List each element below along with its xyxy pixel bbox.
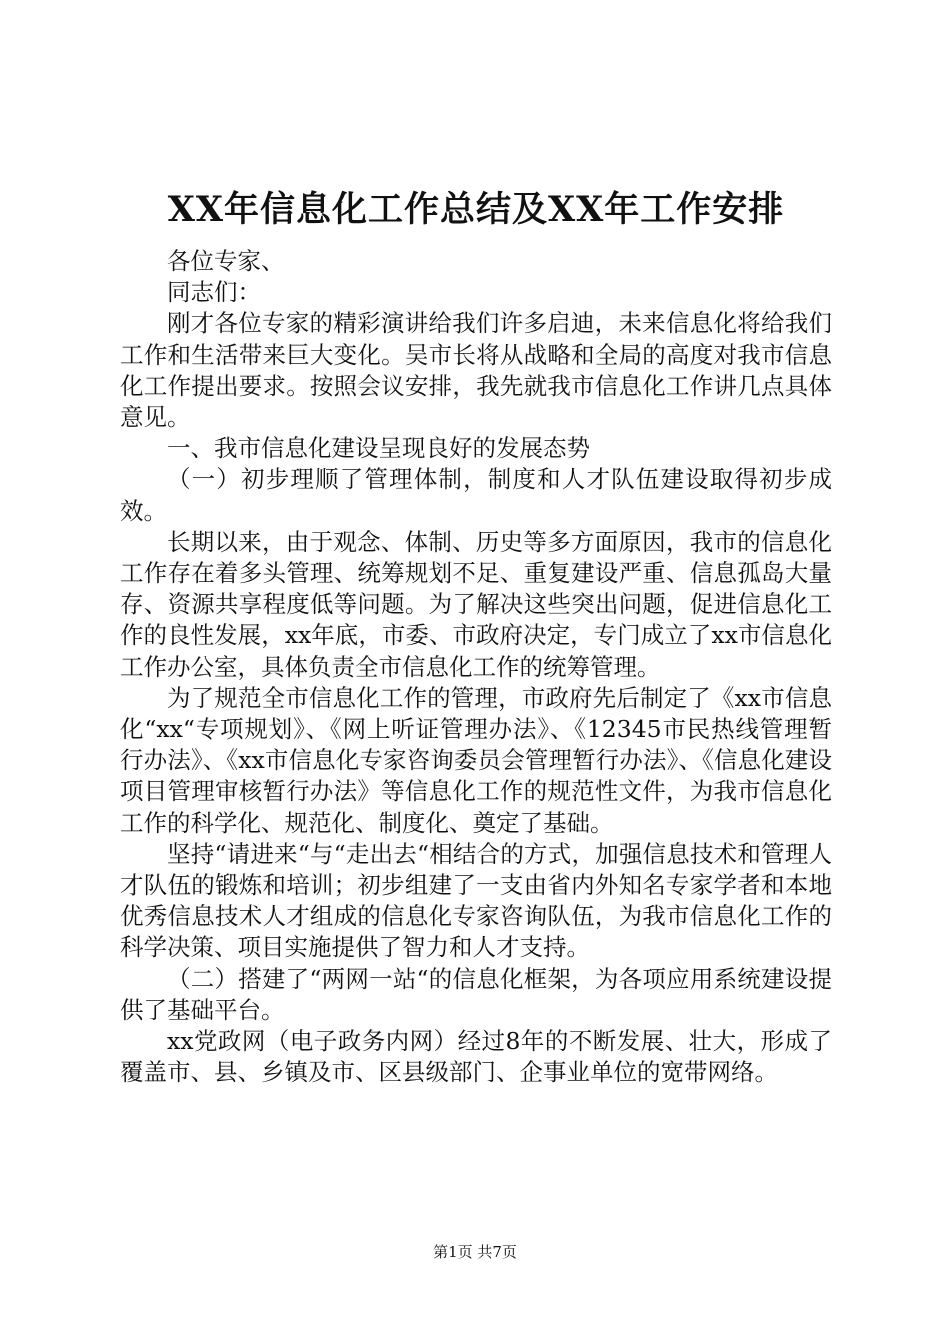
document-body bbox=[120, 246, 832, 1088]
body-paragraph: 坚持“请进来“与“走出去“相结合的方式，加强信息技术和管理人才队伍的锻炼和培训；初步组建了一支由省内外知名专家学者和本地优秀信息技术人才组成的信息化专家咨询队伍，为我市信息化工作的科学决策、项目实施提供了智力和人才支持。 bbox=[120, 839, 832, 962]
body-paragraph: 为了规范全市信息化工作的管理，市政府先后制定了《xx市信息化“xx“专项规划》、《网上听证管理办法》、《12345市民热线管理暂行办法》、《xx市信息化专家咨询委员会管理暂行办法》、《信息化建设项目管理审核暂行办法》等信息化工作的规范性文件，为我市信息化工作的科学化、规范化、制度化、奠定了基础。 bbox=[120, 683, 832, 837]
section-heading: 一、我市信息化建设呈现良好的发展态势 bbox=[167, 434, 590, 463]
greeting-line: 同志们： bbox=[167, 278, 261, 307]
body-paragraph: xx党政网（电子政务内网）经过8年的不断发展、壮大，形成了覆盖市、县、乡镇及市、区县级部门、企事业单位的宽带网络。 bbox=[120, 1027, 832, 1087]
document-page bbox=[120, 180, 832, 1088]
subsection-heading: （二）搭建了“两网一站“的信息化框架，为各项应用系统建设提供了基础平台。 bbox=[120, 964, 832, 1024]
body-paragraph: 长期以来，由于观念、体制、历史等多方面原因，我市的信息化工作存在着多头管理、统筹规划不足、重复建设严重、信息孤岛大量存、资源共享程度低等问题。为了解决这些突出问题，促进信息化工作的良性发展，xx年底，市委、市政府决定，专门成立了xx市信息化工作办公室，具体负责全市信息化工作的统筹管理。 bbox=[120, 527, 832, 681]
page-indicator: 第1页 共7页 bbox=[433, 1243, 517, 1261]
body-paragraph: 刚才各位专家的精彩演讲给我们许多启迪，未来信息化将给我们工作和生活带来巨大变化。吴市长将从战略和全局的高度对我市信息化工作提出要求。按照会议安排，我先就我市信息化工作讲几点具体意见。 bbox=[120, 309, 832, 432]
greeting-line: 各位专家、 bbox=[167, 247, 285, 275]
subsection-heading: （一）初步理顺了管理体制，制度和人才队伍建设取得初步成效。 bbox=[120, 465, 832, 525]
page-footer bbox=[0, 1242, 950, 1262]
document-title: XX年信息化工作总结及XX年工作安排 bbox=[167, 189, 785, 230]
